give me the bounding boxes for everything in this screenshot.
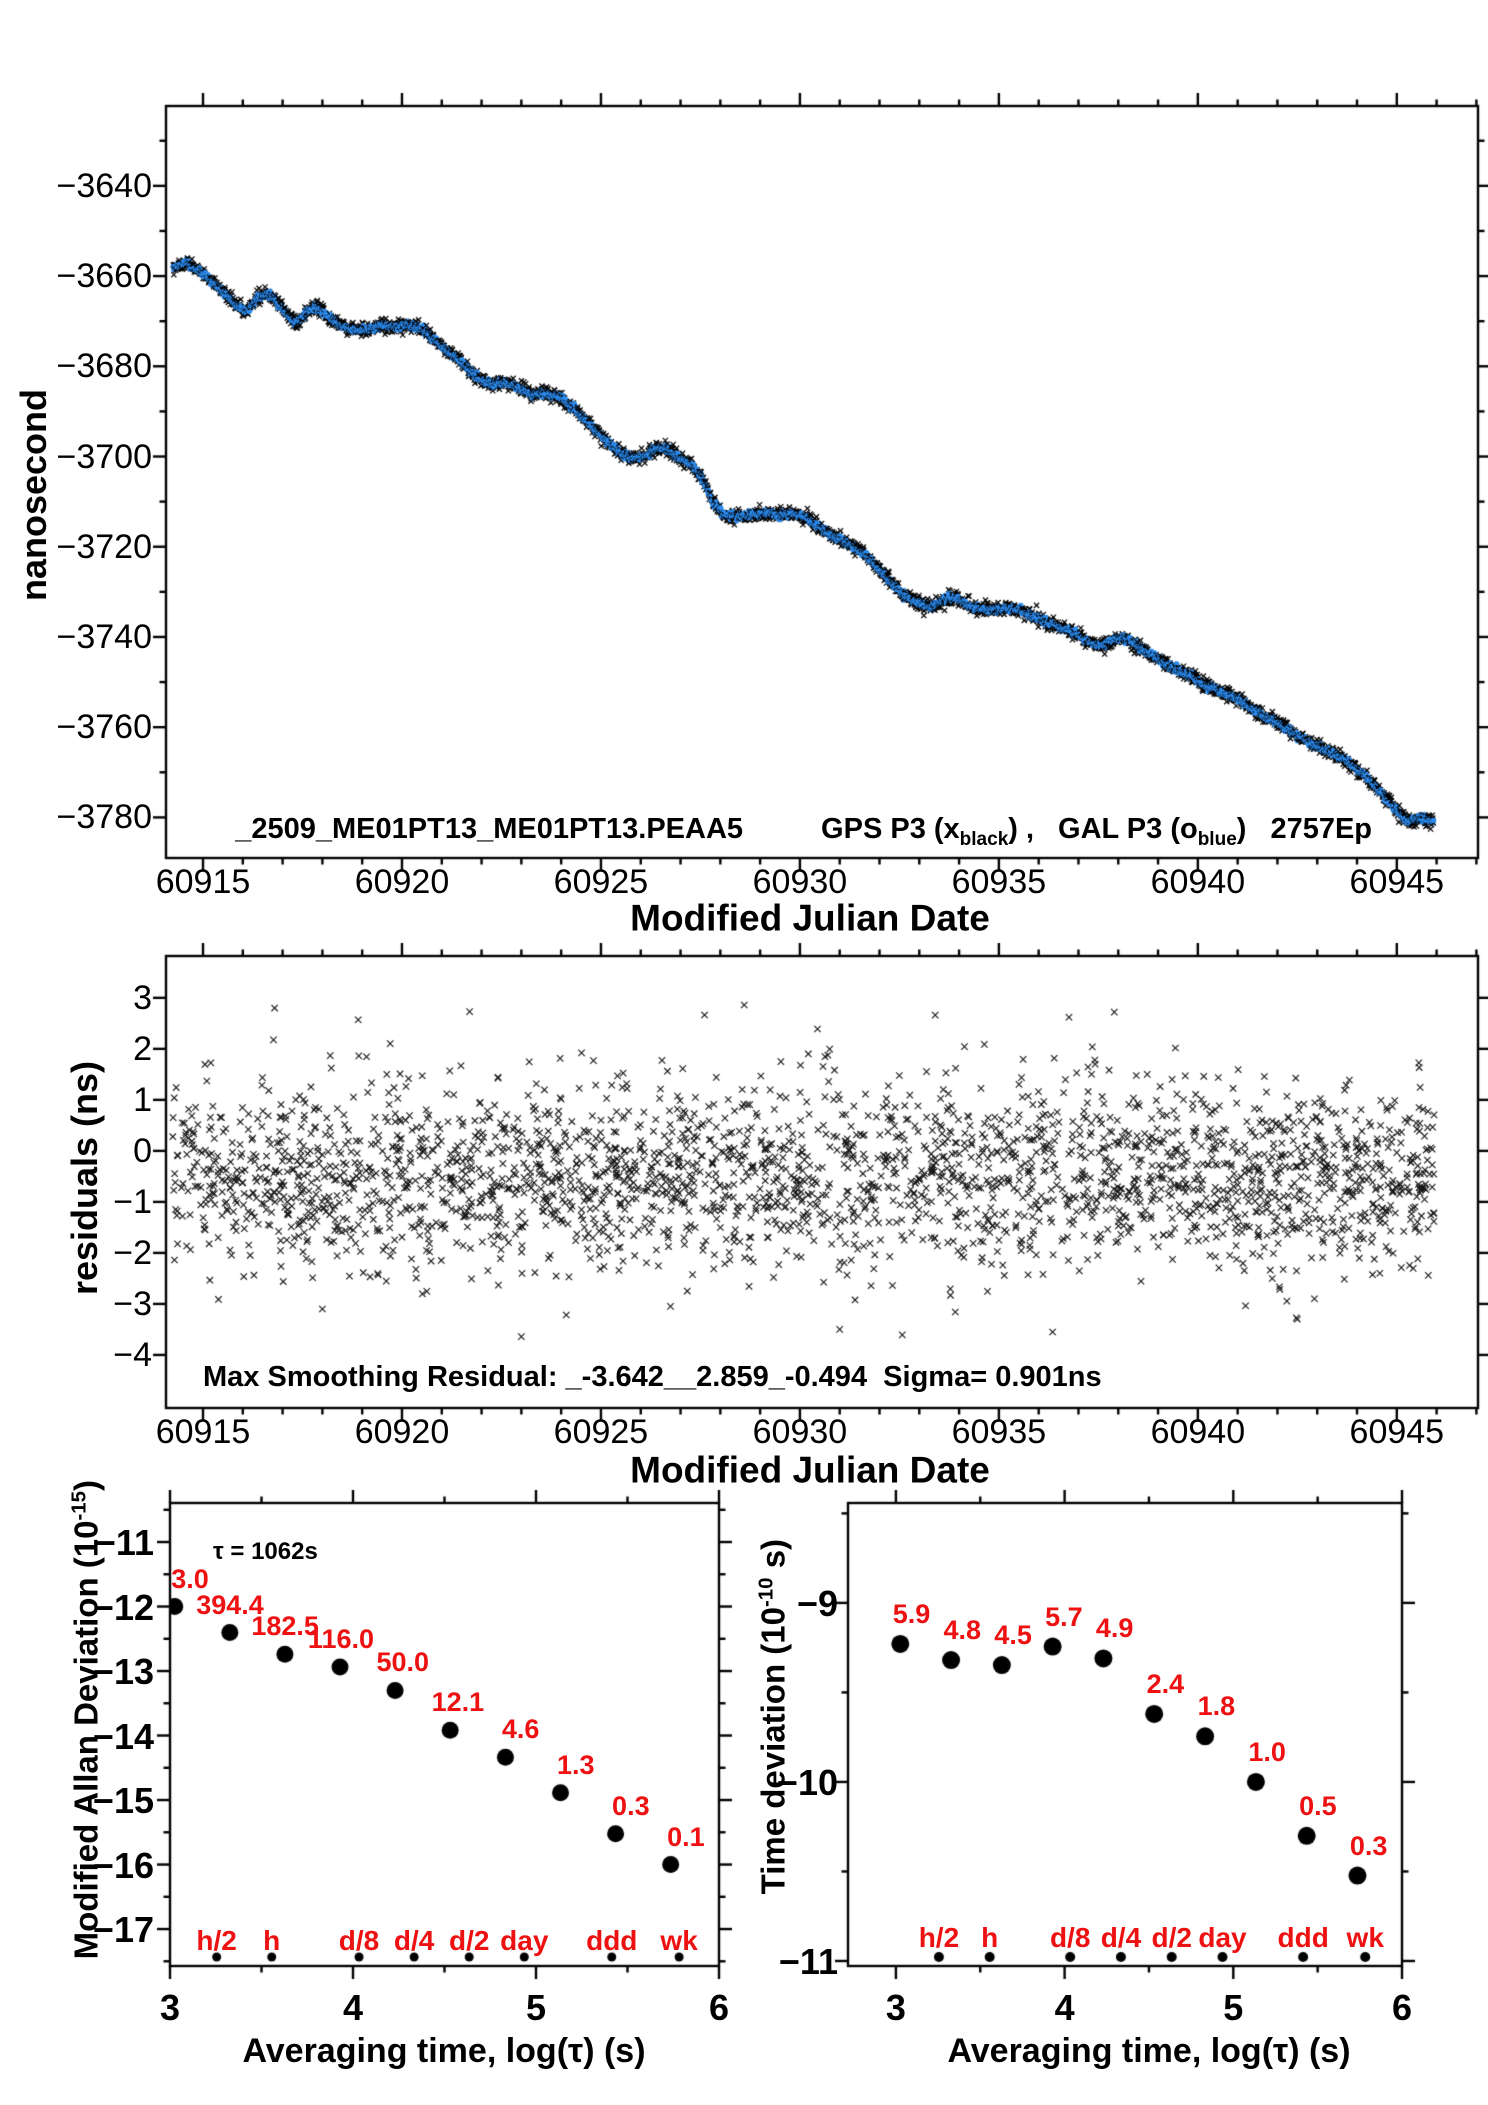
mdev-x-tick-label: 6 <box>708 1987 730 2028</box>
mdev-y-tick-label: −12 <box>92 1586 154 1628</box>
mdev-point-value-label: 0.3 <box>612 1790 650 1821</box>
phase-y-tick-label: −3680 <box>56 347 152 386</box>
residuals-x-tick-label: 60915 <box>155 1413 251 1451</box>
tdev-panel <box>848 1503 1402 1966</box>
mdev-point-value-label: 50.0 <box>376 1647 430 1678</box>
gps-series-label: GPS P3 (x <box>821 813 960 845</box>
phase-panel <box>166 106 1478 858</box>
tdev-y-tick-label: −10 <box>776 1761 838 1803</box>
phase-x-tick-label: 60930 <box>752 863 848 901</box>
residuals-y-tick-label: 1 <box>133 1080 152 1119</box>
mdev-point-value-label: 394.4 <box>196 1589 264 1620</box>
phase-y-tick-label: −3640 <box>56 166 152 205</box>
tdev-y-axis-title-exponent: -10 <box>754 1577 778 1608</box>
mdev-point-value-label: 0.1 <box>667 1821 705 1852</box>
phase-x-tick-label: 60915 <box>155 863 251 901</box>
residuals-y-tick-label: 2 <box>133 1029 152 1068</box>
mdev-tau-annotation: τ = 1062s <box>213 1538 318 1565</box>
tdev-tau-tick-label: ddd <box>1277 1922 1329 1953</box>
tdev-point-value-label: 4.5 <box>994 1620 1032 1651</box>
residuals-x-tick-label: 60935 <box>951 1413 1047 1451</box>
tdev-point-value-label: 2.4 <box>1146 1668 1185 1699</box>
residuals-y-tick-label: −3 <box>113 1284 152 1323</box>
mdev-y-axis-title-exponent: -15 <box>67 1490 91 1521</box>
tdev-y-tick-label: −9 <box>796 1582 838 1624</box>
phase-x-tick-label: 60925 <box>553 863 649 901</box>
residuals-y-tick-label: 3 <box>133 978 152 1017</box>
tdev-x-tick-label: 6 <box>1391 1987 1413 2028</box>
phase-y-axis-title: nanosecond <box>13 388 54 602</box>
mdev-tau-tick-label: day <box>500 1925 549 1956</box>
gal-series-label: GAL P3 (o <box>1058 813 1198 845</box>
mdev-tau-tick-label: d/8 <box>338 1925 380 1956</box>
tdev-x-axis-title: Averaging time, log(τ) (s) <box>947 2032 1351 2070</box>
tdev-y-axis-title-close: s) <box>754 1538 792 1578</box>
tdev-y-tick-label: −11 <box>778 1940 838 1982</box>
phase-y-tick-label: −3660 <box>56 257 152 296</box>
tdev-y-axis-title-main: Time deviation (10 <box>754 1607 792 1895</box>
mdev-tau-tick-label: d/2 <box>448 1925 490 1956</box>
mdev-tau-tick-label: d/4 <box>393 1925 435 1956</box>
residuals-y-tick-label: −4 <box>113 1335 152 1374</box>
phase-y-tick-label: −3740 <box>56 617 152 656</box>
epoch-count: 2757Ep <box>1270 813 1373 845</box>
tdev-tau-tick-label: h <box>981 1922 999 1953</box>
mdev-y-tick-label: −15 <box>92 1780 154 1822</box>
mdev-tau-tick-label: wk <box>660 1925 698 1956</box>
phase-y-tick-label: −3760 <box>56 708 152 747</box>
mdev-x-axis-title: Averaging time, log(τ) (s) <box>242 2032 646 2070</box>
tdev-tau-tick-label: h/2 <box>918 1922 960 1953</box>
residuals-x-tick-label: 60945 <box>1349 1413 1445 1451</box>
residuals-x-axis-title: Modified Julian Date <box>630 1449 990 1491</box>
phase-x-axis-title: Modified Julian Date <box>630 897 990 939</box>
tdev-tau-tick-label: d/8 <box>1049 1922 1091 1953</box>
mdev-point-value-label: 12.1 <box>431 1687 485 1718</box>
mdev-tau-tick-label: h <box>263 1925 281 1956</box>
mdev-tau-tick-label: ddd <box>586 1925 638 1956</box>
mdev-y-tick-label: −11 <box>94 1522 154 1564</box>
mdev-x-tick-label: 3 <box>159 1987 181 2028</box>
tdev-tau-tick-label: wk <box>1346 1922 1384 1953</box>
phase-y-tick-label: −3700 <box>56 437 152 476</box>
tdev-point-value-label: 0.5 <box>1299 1790 1337 1821</box>
residuals-x-tick-label: 60920 <box>354 1413 450 1451</box>
residuals-y-tick-label: 0 <box>133 1131 152 1170</box>
tdev-point-value-label: 5.9 <box>892 1598 931 1629</box>
phase-y-tick-label: −3780 <box>56 798 152 837</box>
residuals-y-tick-label: −1 <box>113 1182 152 1221</box>
tdev-x-tick-label: 4 <box>1054 1987 1075 2028</box>
mdev-y-tick-label: −14 <box>92 1715 154 1757</box>
residuals-x-tick-label: 60930 <box>752 1413 848 1451</box>
residuals-x-tick-label: 60925 <box>553 1413 649 1451</box>
gps-series-close: ) , <box>1008 813 1035 845</box>
residuals-y-tick-label: −2 <box>113 1233 152 1272</box>
gal-series-close: ) <box>1236 813 1247 845</box>
residuals-panel <box>166 956 1478 1408</box>
mdev-y-axis-title-main: Modified Allan Deviation (10 <box>67 1520 105 1960</box>
gps-series-sub: black <box>959 828 1009 850</box>
tdev-x-tick-label: 3 <box>885 1987 906 2028</box>
phase-x-tick-label: 60920 <box>354 863 450 901</box>
phase-x-tick-label: 60940 <box>1150 863 1246 901</box>
mdev-x-tick-label: 4 <box>342 1987 364 2028</box>
tdev-tau-tick-label: d/2 <box>1151 1922 1192 1953</box>
dataset-id: _2509_ME01PT13_ME01PT13.PEAA5 <box>235 813 744 845</box>
tdev-point-value-label: 5.7 <box>1045 1601 1083 1632</box>
mdev-point-value-label: 3.0 <box>171 1563 209 1594</box>
phase-y-tick-label: −3720 <box>56 527 152 566</box>
tdev-tau-tick-label: day <box>1198 1922 1247 1953</box>
mdev-y-tick-label: −13 <box>92 1651 154 1693</box>
tdev-point-value-label: 1.0 <box>1248 1736 1286 1767</box>
mdev-y-tick-label: −16 <box>92 1844 154 1886</box>
gal-series-sub: blue <box>1197 828 1237 850</box>
tdev-point-value-label: 4.9 <box>1095 1613 1134 1644</box>
phase-x-tick-label: 60935 <box>951 863 1047 901</box>
mdev-point-value-label: 4.6 <box>501 1714 540 1745</box>
mdev-point-value-label: 182.5 <box>251 1611 319 1642</box>
mdev-y-tick-label: −17 <box>92 1909 154 1951</box>
residuals-y-axis-title: residuals (ns) <box>64 1060 105 1296</box>
mdev-point-value-label: 1.3 <box>556 1749 595 1780</box>
mdev-x-tick-label: 5 <box>525 1987 547 2028</box>
tdev-point-value-label: 0.3 <box>1349 1830 1388 1861</box>
mdev-point-value-label: 116.0 <box>307 1623 374 1654</box>
tdev-tau-tick-label: d/4 <box>1100 1922 1142 1953</box>
tdev-point-value-label: 4.8 <box>943 1615 982 1646</box>
residuals-stats-line: Max Smoothing Residual: _-3.642__2.859_-0.494 Sigma= 0.901ns <box>203 1361 1102 1393</box>
phase-x-tick-label: 60945 <box>1349 863 1445 901</box>
mdev-y-axis-title-close: ) <box>67 1479 105 1491</box>
tdev-point-value-label: 1.8 <box>1197 1691 1236 1722</box>
tdev-x-tick-label: 5 <box>1223 1987 1244 2028</box>
residuals-x-tick-label: 60940 <box>1150 1413 1246 1451</box>
mdev-tau-tick-label: h/2 <box>196 1925 237 1956</box>
